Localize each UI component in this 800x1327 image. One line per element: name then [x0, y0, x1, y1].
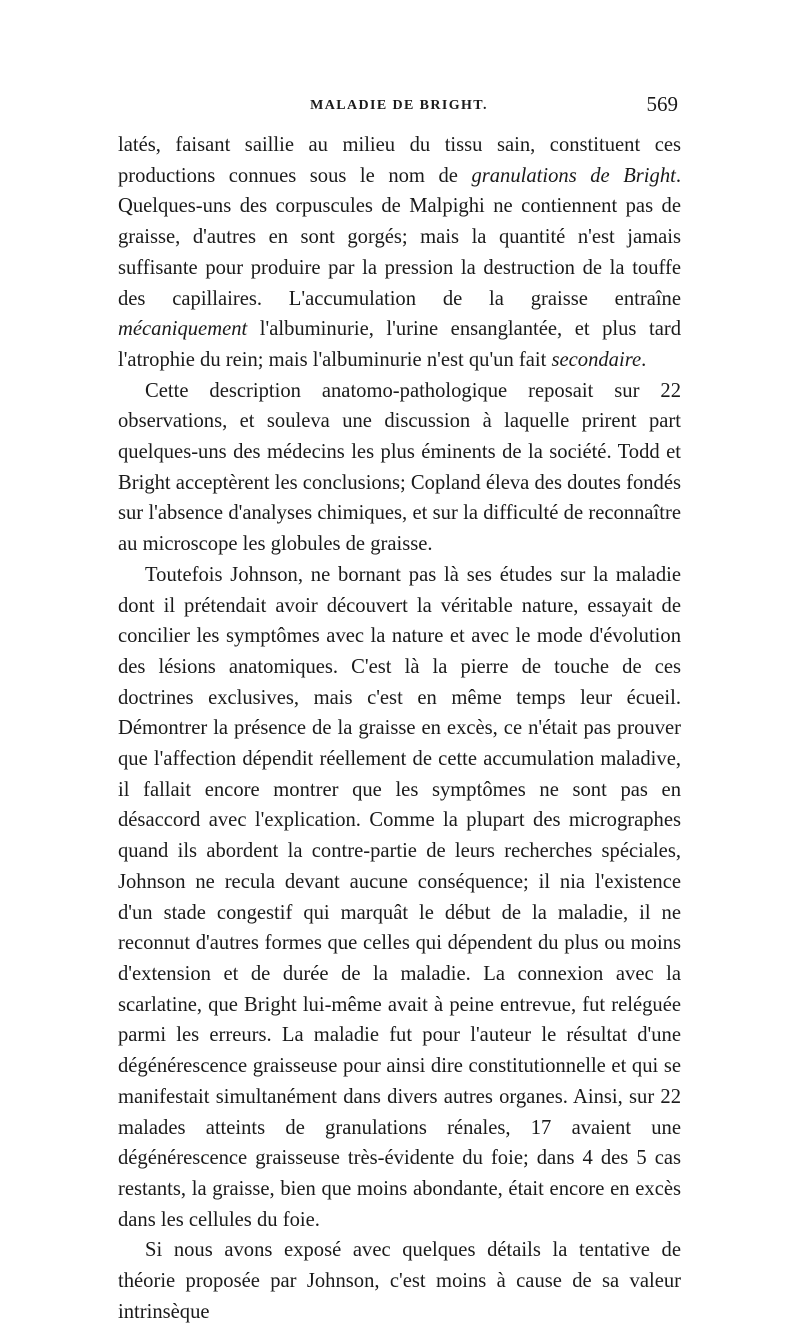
text-run: . [641, 348, 647, 371]
text-run: Toutefois Johnson, ne bornant pas là ses études sur la maladie dont il prétendait avoir découvert la véritable nature, essayait de concilier les symptômes avec la nature et avec le mode d'évolution des lésions anatomiques. C'est là la pierre de touche de ces doctrines exclusives, mais c'est en même temps leur écueil. Démontrer la présence de la graisse en excès, ce n'était pas prouver que l'affection dépendit réellement de cette accumulation maladive, il fallait encore montrer que les symptômes ne sont pas en désaccord avec l'explication. Comme la plupart des micrographes quand ils abordent la contre-partie de leurs recherches spéciales, Johnson ne recula devant aucune conséquence; il nia l'existence d'un stade congestif qui marquât le début de la maladie, il ne reconnut d'autres formes que celles qui dépendent du plus ou moins d'extension et de durée de la maladie. La connexion avec la scarlatine, que Bright lui-même avait à peine entrevue, fut reléguée parmi les erreurs. La maladie fut pour l'auteur le résultat d'une dégénérescence graisseuse pour ainsi dire constitutionnelle et qui se manifestait simultanément dans divers autres organes. Ainsi, sur 22 malades atteints de granulations rénales, 17 avaient une dégénérescence graisseuse très-évidente du foie; dans 4 des 5 cas restants, la graisse, bien que moins abondante, était encore en excès dans les cellules du foie. [118, 563, 681, 1231]
emphasis-run: secondaire [551, 348, 642, 371]
text-run: l'albuminurie, l'urine ensanglantée, et plus tard l'atrophie du rein; mais l'albuminurie n'est qu'un fait [118, 318, 681, 371]
paragraph-continued [118, 130, 681, 376]
body-text [118, 130, 681, 1327]
text-run: Cette description anatomo-pathologique reposait sur 22 observations, et souleva une discussion à laquelle prirent part quelques-uns des médecins les plus éminents de la société. Todd et Bright acceptèrent les conclusions; Copland éleva des doutes fondés sur l'absence d'analyses chimiques, et sur la difficulté de reconnaître au microscope les globules de graisse. [118, 379, 681, 556]
text-run: . Quelques-uns des corpuscules de Malpighi ne contiennent pas de graisse, d'autres en sont gorgés; mais la quantité n'est jamais suffisante pour produire par la pression la destruction de la touffe des capillaires. L'accumulation de la graisse entraîne [118, 164, 681, 310]
emphasis-run: mécaniquement [118, 318, 248, 341]
running-head [118, 92, 680, 122]
running-title: MALADIE DE BRIGHT. [310, 98, 488, 113]
emphasis-run: granulations de Bright [471, 164, 676, 187]
paragraph-continues-next-page [118, 1235, 681, 1327]
page-number: 569 [646, 92, 678, 116]
paragraph [118, 376, 681, 560]
paragraph [118, 560, 681, 1235]
text-run: latés, faisant saillie au milieu du tissu sain, constituent ces productions connues sous le nom de [118, 134, 681, 187]
text-run: Si nous avons exposé avec quelques détails la tentative de théorie proposée par Johnson, c'est moins à cause de sa valeur intrinsèque [118, 1239, 681, 1323]
